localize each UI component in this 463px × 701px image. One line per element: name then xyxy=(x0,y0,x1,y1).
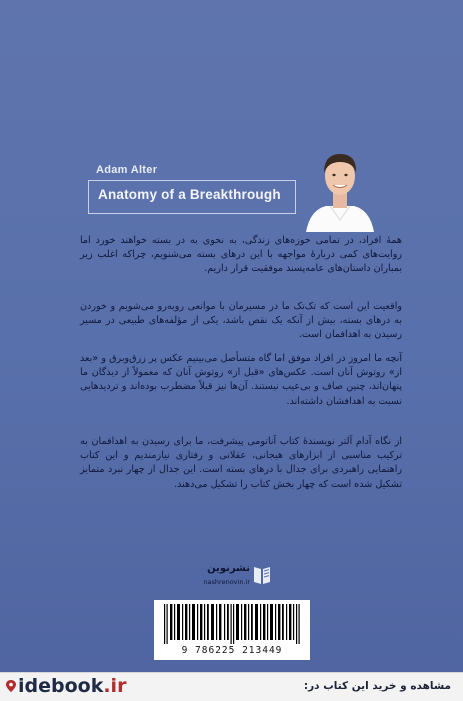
store-logo-name: idebook xyxy=(18,675,104,697)
barcode xyxy=(154,600,310,660)
author-name: Adam Alter xyxy=(96,164,158,176)
book-icon xyxy=(252,564,272,586)
store-logo-tld: .ir xyxy=(103,675,127,697)
blurb-paragraph-3: آنچه ما امروز در افراد موفق اما گاه متسأصل می‌بینیم عکس پر زرق‌وبرق و «بعد از» روتوش آنان است. عکس‌های «قبل از» روتوش آنان که معمولاً از دیدگان ما پنهان‌اند، چنین صاف و بی‌عیب نیستند. آن‌ها نیز قبلاً مضطرب بوده‌اند و تردیدهایی نسبت به اهدافشان داشته‌اند. xyxy=(80,352,402,407)
store-logo-link[interactable] xyxy=(4,675,126,697)
store-footer xyxy=(0,672,463,701)
purchase-cta-text: مشاهده و خرید این کتاب در: xyxy=(303,680,451,692)
blurb-paragraph-4: از نگاه آدام آلتر نویسندهٔ کتاب آناتومی پیشرفت، ما برای رسیدن به اهدافمان به ترکیب مناسبی از ابزارهای هیجانی، عقلانی و رفتاری نیازمندیم و این کتاب راهنمایی راهبردی برای جدال با درهای بسته است. این جدال از چهار نبرد متمایز تشکیل شده است که چهار بخش کتاب را تشکیل می‌دهند. xyxy=(80,435,402,490)
author-portrait-drawing xyxy=(300,140,380,232)
isbn-number: 9 786225 213449 xyxy=(181,645,283,656)
location-pin-icon xyxy=(4,679,18,693)
book-title: Anatomy of a Breakthrough xyxy=(98,187,281,202)
blurb-paragraph-1: همهٔ افراد، در تمامی حوزه‌های زندگی، به نحوی به در بسته خواهند خورد اما روایت‌های کمی دربارهٔ مواجهه با این درهای بسته می‌شنویم، چراکه اغلب زیر بمباران داستان‌های عامه‌پسند موفقیت قرار داریم. xyxy=(80,234,402,275)
barcode-bars xyxy=(162,604,302,644)
publisher-logo xyxy=(194,560,274,600)
publisher-name: نشرنوین xyxy=(207,563,250,574)
publisher-url: nashrenovin.ir xyxy=(203,578,250,586)
blurb-paragraph-2: واقعیت این است که تک‌تک ما در مسیرمان با موانعی روبه‌رو می‌شویم و خوردن به درهای بسته، بیش از آنکه یک نقص باشد، یکی از مؤلفه‌های طبیعی در مسیر رسیدن به اهدافمان است. xyxy=(80,300,402,341)
author-portrait xyxy=(300,140,380,232)
